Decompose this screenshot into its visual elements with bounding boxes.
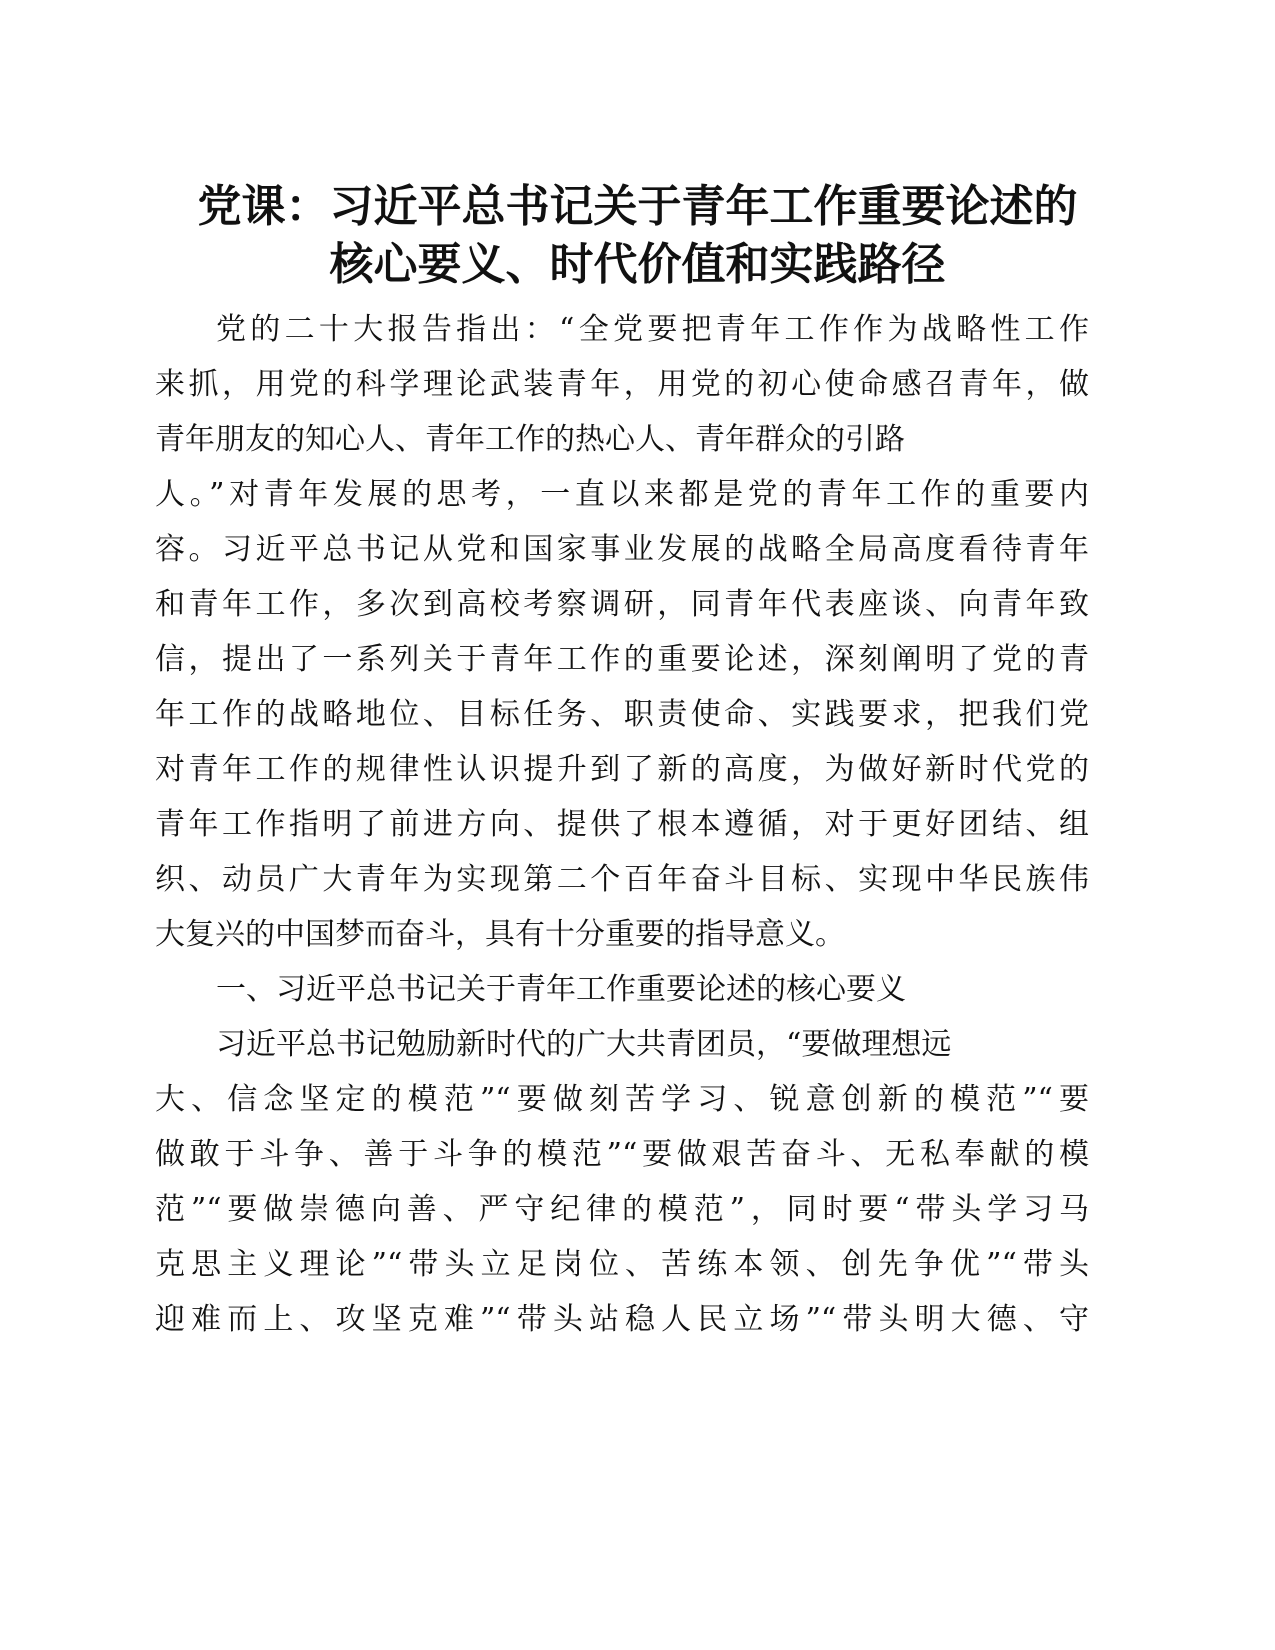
section-line: 做敢于斗争、善于斗争的模范”“要做艰苦奋斗、无私奉献的模: [155, 1137, 1089, 1172]
intro-line: 容。习近平总书记从党和国家事业发展的战略全局高度看待青年: [155, 532, 1089, 567]
section-line: 大、信念坚定的模范”“要做刻苦学习、锐意创新的模范”“要: [155, 1082, 1089, 1117]
document-title-line-2: 核心要义、时代价值和实践路径: [329, 239, 946, 290]
intro-line: 大复兴的中国梦而奋斗，具有十分重要的指导意义。: [155, 917, 845, 952]
intro-line: 青年朋友的知心人、青年工作的热心人、青年群众的引路: [155, 422, 905, 457]
intro-line: 信，提出了一系列关于青年工作的重要论述，深刻阐明了党的青: [155, 642, 1089, 677]
intro-line: 和青年工作，多次到高校考察调研，同青年代表座谈、向青年致: [155, 587, 1089, 622]
section-line: 克思主义理论”“带头立足岗位、苦练本领、创先争优”“带头: [155, 1247, 1089, 1282]
intro-line: 年工作的战略地位、目标任务、职责使命、实践要求，把我们党: [155, 697, 1089, 732]
intro-line: 党的二十大报告指出：“全党要把青年工作作为战略性工作: [216, 312, 1089, 347]
section-line: 范”“要做崇德向善、严守纪律的模范”，同时要“带头学习马: [155, 1192, 1089, 1227]
intro-line: 人。”对青年发展的思考，一直以来都是党的青年工作的重要内: [155, 477, 1089, 512]
section-line: 习近平总书记勉励新时代的广大共青团员，“要做理想远: [216, 1027, 952, 1062]
document-title-line-1: 党课：习近平总书记关于青年工作重要论述的: [197, 181, 1078, 232]
intro-line: 对青年工作的规律性认识提升到了新的高度，为做好新时代党的: [155, 752, 1089, 787]
intro-line: 来抓，用党的科学理论武装青年，用党的初心使命感召青年，做: [155, 367, 1089, 402]
section-line: 迎难而上、攻坚克难”“带头站稳人民立场”“带头明大德、守: [155, 1302, 1089, 1337]
intro-line: 青年工作指明了前进方向、提供了根本遵循，对于更好团结、组: [155, 807, 1089, 842]
intro-line: 织、动员广大青年为实现第二个百年奋斗目标、实现中华民族伟: [155, 862, 1089, 897]
section-heading: 一、习近平总书记关于青年工作重要论述的核心要义: [216, 972, 906, 1007]
